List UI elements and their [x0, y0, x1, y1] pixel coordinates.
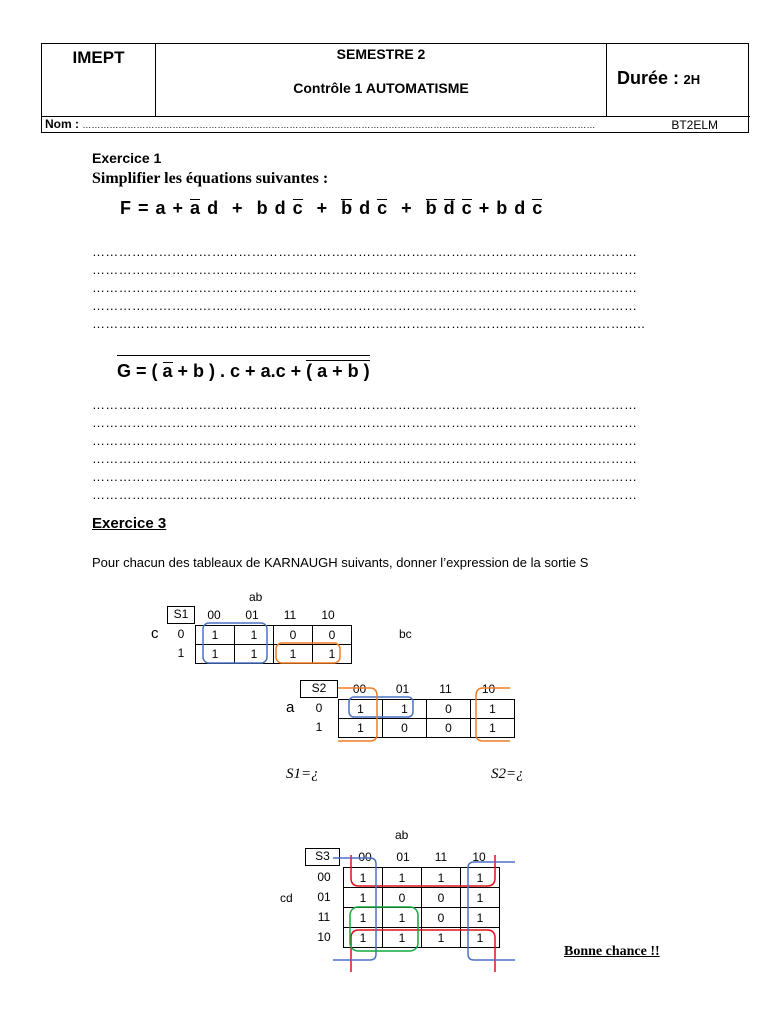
k1-row-label: 0	[177, 627, 185, 641]
duration-value: 2H	[683, 72, 701, 87]
k3-row-label: 10	[317, 930, 331, 944]
k1-cell: 1	[196, 626, 235, 645]
ex1-title: Exercice 1	[92, 150, 162, 166]
k3-group-green	[350, 907, 418, 951]
k1-group-orange	[276, 643, 340, 663]
k3-row-label: 01	[317, 890, 331, 904]
k2-cell: 1	[383, 700, 427, 719]
k2-group-orange-left	[338, 688, 377, 741]
k1-top-label: ab	[249, 590, 263, 604]
k3-row-label: 11	[317, 910, 331, 924]
ex1-instruction: Simplifier les équations suivantes :	[92, 170, 329, 187]
k1-row-label: 1	[177, 646, 185, 660]
k3-cell: 1	[344, 928, 383, 948]
k3-side-label: cd	[280, 891, 293, 905]
k1-cell: 1	[235, 626, 274, 645]
answer-line: ……………………………………………………………………………………………………………	[92, 487, 638, 502]
answer-line: ……………………………………………………………………………………………………………	[92, 469, 638, 484]
k2-cell: 0	[383, 719, 427, 738]
k2-col: 01	[395, 682, 410, 696]
exam-title: Contrôle 1 AUTOMATISME	[293, 80, 469, 96]
k3-cell: 1	[461, 868, 500, 888]
k1-cell: 1	[235, 645, 274, 664]
k3-group-blue-right	[468, 862, 515, 960]
s2-answer: S2=¿	[491, 766, 524, 782]
k3-cell: 0	[383, 888, 422, 908]
k3-cell: 1	[461, 888, 500, 908]
k1-side-label: c	[151, 625, 159, 642]
k1-cell: 1	[196, 645, 235, 664]
k3-col: 01	[396, 850, 410, 864]
k2-group-orange-right	[476, 688, 510, 741]
name-dots: ………………………………………………………………………………………………………………………………………………………	[82, 120, 596, 130]
k3-cell: 1	[461, 908, 500, 928]
equation-f: F = a + a d + b d c + b d c + b d c + b d c	[120, 198, 543, 218]
school-name: IMEPT	[42, 44, 156, 116]
equation-g: G = ( a + b ) . c + a.c + ( a + b )	[117, 355, 370, 382]
k3-cell: 1	[344, 888, 383, 908]
k3-cell: 1	[383, 928, 422, 948]
answer-line: ……………………………………………………………………………………………………………	[92, 451, 638, 466]
k1-aside-label: bc	[399, 627, 412, 641]
k3-cell: 1	[422, 928, 461, 948]
k1-cell: 1	[274, 645, 313, 664]
k1-col: 00	[207, 608, 221, 622]
k2-row-label: 1	[315, 720, 323, 734]
k1-name: S1	[167, 606, 195, 624]
k2-cell: 1	[339, 700, 383, 719]
k2-cell: 1	[339, 719, 383, 738]
k3-col: 11	[434, 850, 448, 864]
k2-cell: 0	[427, 700, 471, 719]
k1-cell: 1	[313, 645, 352, 664]
k2-col: 00	[352, 682, 367, 696]
k3-group-blue-left	[333, 858, 376, 960]
k2-side-label: a	[286, 699, 295, 716]
k3-cell: 1	[422, 868, 461, 888]
answer-line: ……………………………………………………………………………………………………………	[92, 415, 638, 430]
k3-col: 00	[358, 850, 372, 864]
answer-line: ……………………………………………………………………………………………………………	[92, 244, 638, 259]
ex3-title: Exercice 3	[92, 515, 167, 532]
k3-cell: 0	[422, 908, 461, 928]
k2-group-blue	[349, 697, 413, 717]
k3-row-label: 00	[317, 870, 331, 884]
name-label: Nom :	[45, 117, 79, 131]
k2-cell: 0	[427, 719, 471, 738]
k2-row-label: 0	[315, 701, 323, 715]
closing-message: Bonne chance !!	[564, 944, 660, 959]
k3-group-red-top	[351, 855, 495, 886]
class-name: BT2ELM	[671, 118, 718, 132]
k3-cell: 1	[344, 868, 383, 888]
k2-name: S2	[300, 680, 338, 698]
k1-col: 10	[321, 608, 335, 622]
k2-col: 10	[481, 682, 496, 696]
k2-col: 11	[439, 682, 452, 696]
ex3-instruction: Pour chacun des tableaux de KARNAUGH suivants, donner l’expression de la sortie S	[92, 555, 589, 570]
k1-cell: 0	[313, 626, 352, 645]
k3-cell: 0	[422, 888, 461, 908]
k3-cell: 1	[344, 908, 383, 928]
k1-cell: 0	[274, 626, 313, 645]
s1-answer: S1=¿	[286, 766, 319, 782]
k3-top-label: ab	[395, 828, 409, 842]
k1-col: 11	[283, 608, 297, 622]
semester: SEMESTRE 2	[336, 46, 426, 62]
answer-line: ……………………………………………………………………………………………………………	[92, 262, 638, 277]
answer-line: ……………………………………………………………………………………………………………	[92, 298, 638, 313]
k1-col: 01	[245, 608, 259, 622]
k1-group-blue	[203, 623, 267, 663]
answer-line: ……………………………………………………………………………………………………………..	[92, 316, 646, 331]
duration-label: Durée :	[617, 68, 680, 88]
answer-line: ……………………………………………………………………………………………………………	[92, 397, 638, 412]
k3-col: 10	[472, 850, 486, 864]
k2-cell: 1	[471, 719, 515, 738]
k3-cell: 1	[383, 868, 422, 888]
k3-name: S3	[305, 848, 340, 866]
k3-cell: 1	[383, 908, 422, 928]
k2-cell: 1	[471, 700, 515, 719]
answer-line: ……………………………………………………………………………………………………………	[92, 280, 638, 295]
answer-line: ……………………………………………………………………………………………………………	[92, 433, 638, 448]
k3-cell: 1	[461, 928, 500, 948]
